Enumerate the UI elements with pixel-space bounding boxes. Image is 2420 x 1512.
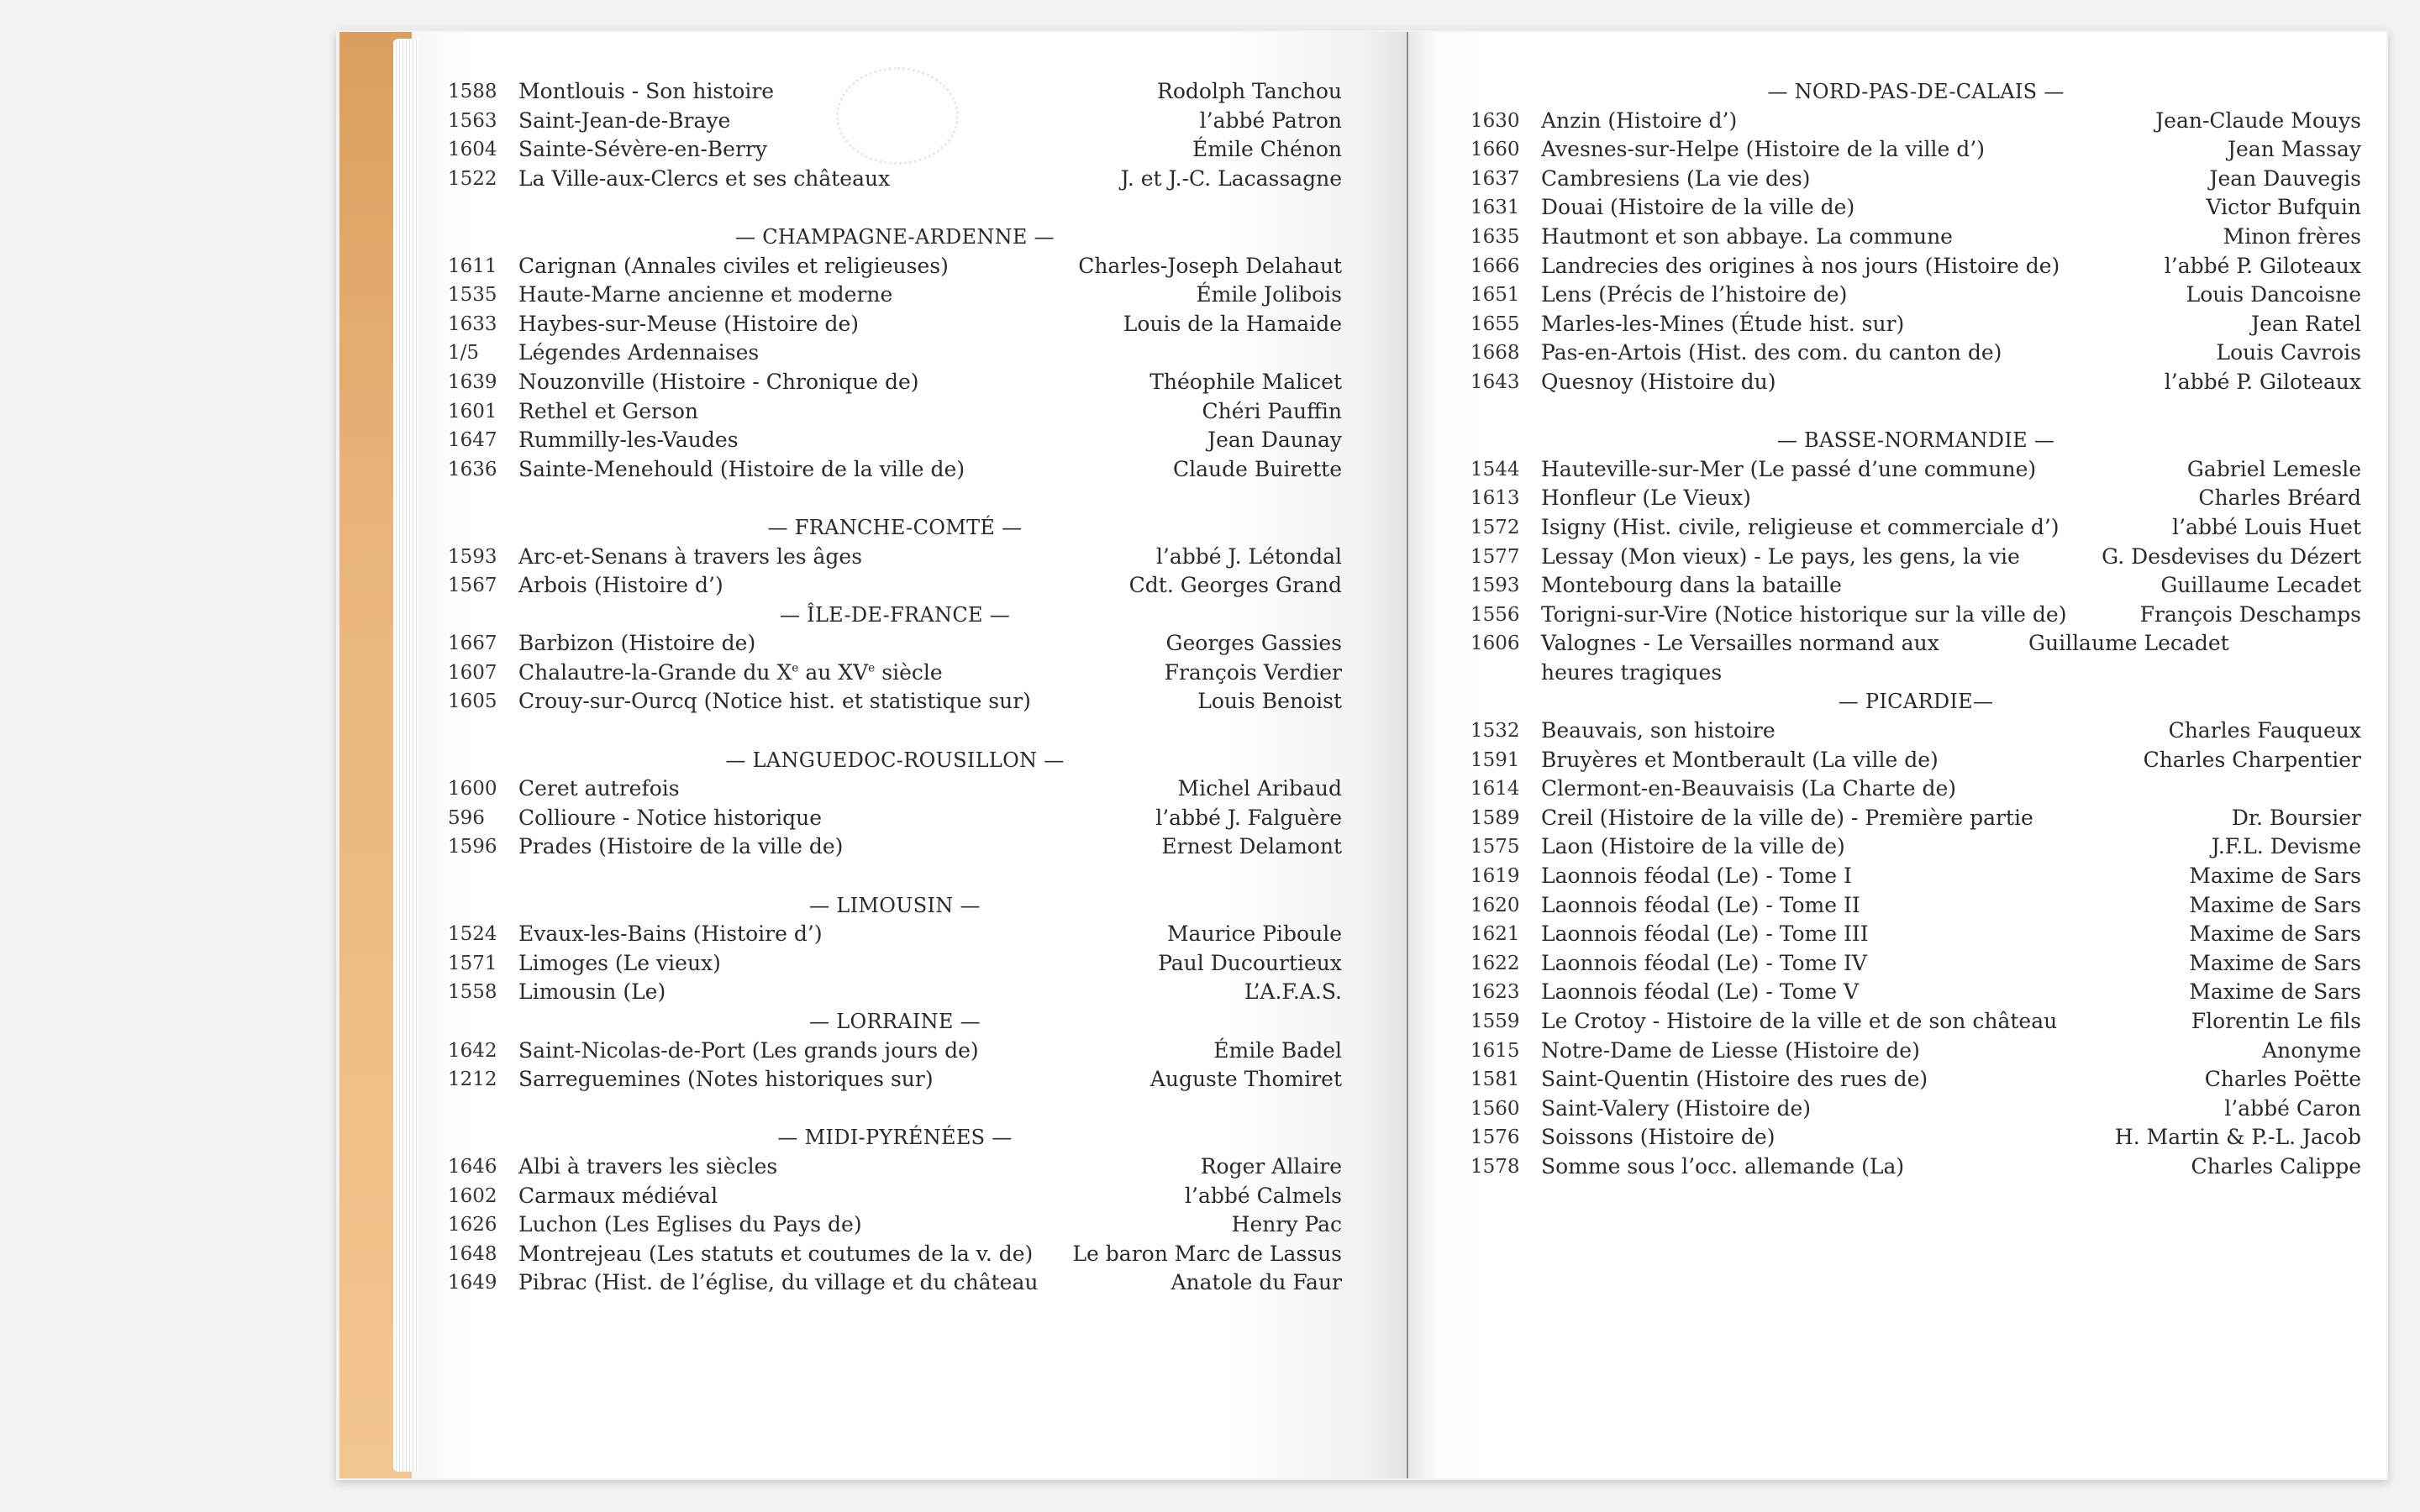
entry-title: Montebourg dans la bataille — [1541, 573, 1842, 598]
entry-author: Maxime de Sars — [2189, 950, 2361, 975]
entry-title: Laon (Histoire de la ville de) — [1541, 834, 1845, 859]
entry-title: Lens (Précis de l’histoire de) — [1541, 282, 1848, 307]
list-entry — [1470, 746, 2361, 775]
list-entry — [1470, 978, 2361, 1007]
entry-number: 1614 — [1470, 778, 1520, 801]
list-entry — [1470, 165, 2361, 194]
entry-number: 1666 — [1470, 255, 1520, 277]
section-champagne-ardenne — [448, 223, 1342, 484]
list-entry — [448, 1037, 1342, 1066]
list-entry — [1470, 543, 2361, 572]
entry-title: Lessay (Mon vieux) - Le pays, les gens, la vie — [1541, 543, 2020, 569]
list-entry — [448, 978, 1342, 1007]
list-entry — [1470, 862, 2361, 891]
entry-title: Laonnois féodal (Le) - Tome I — [1541, 864, 1852, 889]
list-entry — [448, 1240, 1342, 1269]
list-entry — [448, 949, 1342, 979]
entry-title: Pas-en-Artois (Hist. des com. du canton de) — [1541, 340, 2002, 365]
entry-title: Saint-Nicolas-de-Port (Les grands jours de) — [518, 1037, 979, 1063]
list-entry — [1470, 484, 2361, 513]
entry-title: Sarreguemines (Notes historiques sur) — [518, 1067, 934, 1092]
section-basse-normandie — [1470, 426, 2361, 687]
list-entry — [448, 252, 1342, 281]
entry-number: 1642 — [448, 1039, 497, 1062]
entry-author: Maxime de Sars — [2189, 921, 2361, 947]
entry-author: G. Desdevises du Dézert — [2102, 543, 2361, 569]
list-entry — [448, 1152, 1342, 1182]
spacer — [448, 484, 1342, 513]
left-page-list — [448, 77, 1342, 1298]
entry-author: l’abbé P. Giloteaux — [2164, 253, 2361, 278]
spacer — [448, 717, 1342, 746]
entry-number: 1611 — [448, 255, 497, 277]
entry-title: Landrecies des origines à nos jours (Histoire de) — [1541, 253, 2060, 278]
section-heading: — LANGUEDOC-ROUSILLON — — [725, 748, 1065, 772]
entry-number: 1623 — [1470, 981, 1520, 1004]
entry-title: Pibrac (Hist. de l’église, du village et du château — [518, 1270, 1039, 1295]
entry-author: l’abbé Patron — [1199, 108, 1342, 133]
entry-author: Maxime de Sars — [2189, 892, 2361, 917]
entry-number: 1560 — [1470, 1097, 1520, 1120]
list-entry — [1470, 1123, 2361, 1152]
entry-author: Jean-Claude Mouys — [2155, 108, 2361, 133]
entry-number: 1563 — [448, 109, 497, 132]
entry-number: 1578 — [1470, 1155, 1520, 1178]
entry-title: Bruyères et Montberault (La ville de) — [1541, 747, 1939, 772]
section-midi-pyrenees — [448, 1123, 1342, 1298]
entry-number: 1559 — [1470, 1011, 1520, 1032]
entry-author: Louis Cavrois — [2216, 340, 2361, 365]
list-entry — [448, 804, 1342, 833]
entry-number: 596 — [448, 806, 485, 829]
entry-author: Maurice Piboule — [1166, 921, 1342, 947]
entry-number: 1589 — [1470, 806, 1520, 829]
spacer — [1470, 397, 2361, 427]
list-entry — [1470, 891, 2361, 921]
entry-title: Arbois (Histoire d’) — [518, 573, 723, 598]
entry-author: Michel Aribaud — [1177, 776, 1342, 801]
entry-author: Louis de la Hamaide — [1123, 311, 1342, 336]
entry-author: Victor Bufquin — [2206, 195, 2361, 220]
section-heading: — PICARDIE— — [1838, 690, 1994, 714]
entry-title: Torigni-sur-Vire (Notice historique sur la ville de) — [1541, 601, 2067, 627]
section-heading: — ÎLE-DE-FRANCE — — [779, 602, 1011, 627]
entry-author: Cdt. Georges Grand — [1128, 573, 1342, 598]
entry-number: 1544 — [1470, 458, 1520, 480]
book-spine — [1407, 32, 1408, 1478]
entry-number: 1593 — [448, 545, 497, 568]
entry-number: 1649 — [448, 1272, 497, 1294]
entry-number: 1620 — [1470, 894, 1520, 916]
entry-title: Haute-Marne ancienne et moderne — [518, 282, 893, 307]
entry-number: 1593 — [1470, 575, 1520, 597]
list-entry — [1470, 629, 2361, 687]
list-entry — [1470, 223, 2361, 252]
entry-author: Jean Ratel — [2251, 311, 2361, 336]
section-franche-comte — [448, 513, 1342, 601]
entry-title: Notre-Dame de Liesse (Histoire de) — [1541, 1037, 1920, 1063]
list-entry — [448, 659, 1342, 688]
entry-author: Louis Benoist — [1197, 689, 1342, 714]
entry-author: François Verdier — [1164, 659, 1342, 685]
list-entry — [1470, 252, 2361, 281]
entry-number: 1604 — [448, 139, 497, 161]
list-entry — [448, 629, 1342, 659]
entry-author: J.F.L. Devisme — [2211, 834, 2361, 859]
entry-author: Guillaume Lecadet — [2160, 573, 2361, 598]
entry-number: 1535 — [448, 284, 497, 307]
entry-number: 1572 — [1470, 516, 1520, 538]
entry-author: Charles Charpentier — [2143, 747, 2361, 772]
entry-author: Charles-Joseph Delahaut — [1078, 253, 1342, 278]
entry-author: Gabriel Lemesle — [2186, 456, 2361, 481]
entry-title: Douai (Histoire de la ville de) — [1541, 195, 1855, 220]
entry-author: Roger Allaire — [1200, 1153, 1342, 1179]
list-entry — [1470, 310, 2361, 339]
entry-title: Haybes-sur-Meuse (Histoire de) — [518, 311, 860, 336]
list-entry — [448, 310, 1342, 339]
list-entry — [1470, 1037, 2361, 1066]
list-entry — [1470, 1065, 2361, 1095]
entry-number: 1635 — [1470, 225, 1520, 248]
right-page-list — [1470, 77, 2361, 1182]
list-entry — [448, 543, 1342, 572]
entry-author: Charles Fauqueux — [2168, 718, 2361, 743]
entry-title: Isigny (Hist. civile, religieuse et commerciale d’) — [1541, 514, 2060, 539]
entry-title: Laonnois féodal (Le) - Tome II — [1541, 892, 1860, 917]
entry-title: Carignan (Annales civiles et religieuses) — [518, 253, 949, 278]
entry-author: L’A.F.A.S. — [1244, 979, 1342, 1005]
title-part: siècle — [875, 659, 943, 685]
entry-author: Jean Daunay — [1207, 428, 1342, 453]
entry-number: 1606 — [1470, 633, 1520, 655]
section-nord-pas-de-calais — [1470, 77, 2361, 397]
list-entry — [1470, 339, 2361, 368]
entry-number: 1647 — [448, 429, 497, 452]
entry-title: Laonnois féodal (Le) - Tome III — [1541, 921, 1869, 947]
list-entry — [448, 1182, 1342, 1211]
entry-title: Légendes Ardennaises — [518, 340, 760, 365]
entry-author: J. et J.-C. Lacassagne — [1120, 165, 1342, 191]
entry-number: 1622 — [1470, 952, 1520, 974]
entry-title: La Ville-aux-Clercs et ses châteaux — [518, 165, 891, 191]
entry-title: Laonnois féodal (Le) - Tome V — [1541, 979, 1860, 1005]
entry-title: Sainte-Sévère-en-Berry — [518, 137, 767, 162]
entry-title: Collioure - Notice historique — [518, 805, 822, 830]
entry-number: 1601 — [448, 400, 497, 423]
entry-author: Anonyme — [2262, 1037, 2361, 1063]
entry-title: Rethel et Gerson — [518, 398, 698, 423]
section-languedoc-rousillon — [448, 746, 1342, 862]
entry-title: Limoges (Le vieux) — [518, 950, 721, 975]
spacer — [448, 1095, 1342, 1124]
entry-number: 1/5 — [448, 342, 480, 365]
section-picardie — [1470, 687, 2361, 1181]
entry-author: Émile Jolibois — [1196, 282, 1342, 307]
section-heading: — LORRAINE — — [809, 1010, 981, 1033]
list-entry — [448, 281, 1342, 310]
entry-number: 1621 — [1470, 923, 1520, 946]
entry-title: Soissons (Histoire de) — [1541, 1125, 1776, 1150]
list-entry — [448, 1065, 1342, 1095]
entry-number: 1567 — [448, 575, 497, 597]
list-entry — [448, 687, 1342, 717]
entry-number: 1660 — [1470, 139, 1520, 161]
entry-number: 1532 — [1470, 720, 1520, 743]
section-ile-de-france — [448, 601, 1342, 717]
list-entry — [448, 77, 1342, 107]
section-heading: — LIMOUSIN — — [809, 893, 981, 917]
list-entry — [1470, 949, 2361, 979]
entry-author: H. Martin & P.-L. Jacob — [2114, 1125, 2361, 1150]
entry-title: Carmaux médiéval — [518, 1183, 718, 1208]
list-entry — [1470, 717, 2361, 746]
list-entry — [448, 135, 1342, 165]
entry-title: Saint-Jean-de-Braye — [518, 108, 731, 133]
entry-author: Jean Massay — [2228, 137, 2361, 162]
entry-author: Charles Calippe — [2191, 1153, 2361, 1179]
entry-title: Somme sous l’occ. allemande (La) — [1541, 1153, 1905, 1179]
section-lorraine — [448, 1007, 1342, 1095]
entry-author: Georges Gassies — [1165, 631, 1342, 656]
entry-author: l’abbé J. Létondal — [1155, 543, 1342, 569]
entry-number: 1571 — [448, 952, 497, 974]
list-entry — [1470, 281, 2361, 310]
list-entry — [1470, 571, 2361, 601]
list-entry — [1470, 832, 2361, 862]
entry-title: Clermont-en-Beauvaisis (La Charte de) — [1541, 776, 1956, 801]
entry-author: Charles Bréard — [2198, 486, 2361, 511]
entry-number: 1636 — [448, 458, 497, 480]
section-heading: — CHAMPAGNE-ARDENNE — — [735, 224, 1055, 249]
entry-author: Maxime de Sars — [2189, 979, 2361, 1005]
entry-title: Saint-Quentin (Histoire des rues de) — [1541, 1067, 1928, 1092]
list-entry — [448, 832, 1342, 862]
entry-number: 1600 — [448, 778, 497, 801]
entry-title: Ceret autrefois — [518, 776, 680, 801]
entry-title: Prades (Histoire de la ville de) — [518, 834, 844, 859]
entry-author: Jean Dauvegis — [2209, 165, 2361, 191]
entry-number: 1648 — [448, 1242, 497, 1265]
entry-number: 1596 — [448, 836, 497, 858]
list-entry — [448, 339, 1342, 368]
entry-number: 1581 — [1470, 1068, 1520, 1091]
entry-title: Rummilly-les-Vaudes — [518, 428, 739, 453]
section-heading: — NORD-PAS-DE-CALAIS — — [1767, 80, 2065, 103]
entry-number: 1613 — [1470, 487, 1520, 510]
entry-title: Hauteville-sur-Mer (Le passé d’une commune) — [1541, 456, 2037, 481]
list-entry — [1470, 193, 2361, 223]
entry-number: 1524 — [448, 923, 497, 946]
spacer — [448, 862, 1342, 891]
entry-author: Émile Badel — [1213, 1037, 1342, 1063]
title-part: au XV — [798, 659, 869, 685]
section-heading: — MIDI-PYRÉNÉES — — [777, 1126, 1013, 1150]
entry-title: Albi à travers les siècles — [518, 1153, 778, 1179]
entry-number: 1556 — [1470, 603, 1520, 626]
entry-author: l’abbé P. Giloteaux — [2164, 369, 2361, 394]
entry-title: Crouy-sur-Ourcq (Notice hist. et statistique sur) — [518, 689, 1031, 714]
entry-number: 1605 — [448, 690, 497, 713]
entry-author: l’abbé Calmels — [1185, 1183, 1342, 1208]
entry-author: Maxime de Sars — [2189, 864, 2361, 889]
entry-number: 1575 — [1470, 836, 1520, 858]
entry-number: 1615 — [1470, 1039, 1520, 1062]
entry-number: 1626 — [448, 1214, 497, 1236]
list-entry — [448, 920, 1342, 949]
entry-author: Guillaume Lecadet — [2028, 631, 2229, 656]
entry-title: Saint-Valery (Histoire de) — [1541, 1095, 1811, 1121]
superscript: e — [792, 661, 799, 675]
entry-title: Le Crotoy - Histoire de la ville et de son château — [1541, 1009, 2058, 1033]
entry-author: Chéri Pauffin — [1202, 398, 1342, 423]
entry-number: 1639 — [448, 370, 497, 393]
entry-number: 1522 — [448, 167, 497, 190]
list-entry — [448, 165, 1342, 194]
entry-author: Charles Poëtte — [2204, 1067, 2361, 1092]
entry-title: Quesnoy (Histoire du) — [1541, 369, 1776, 394]
section-limousin — [448, 891, 1342, 1007]
list-entry — [448, 1268, 1342, 1298]
entry-number: 1668 — [1470, 342, 1520, 365]
entry-title: Arc-et-Senans à travers les âges — [518, 543, 863, 569]
entry-title: Evaux-les-Bains (Histoire d’) — [518, 921, 823, 947]
list-entry — [448, 107, 1342, 136]
entry-author: Claude Buirette — [1173, 456, 1342, 481]
list-entry — [1470, 135, 2361, 165]
entry-author: Rodolph Tanchou — [1157, 79, 1342, 103]
entry-title: Cambresiens (La vie des) — [1541, 165, 1811, 191]
entry-number: 1631 — [1470, 197, 1520, 219]
list-entry — [448, 571, 1342, 601]
list-entry — [1470, 368, 2361, 397]
entry-author: François Deschamps — [2139, 601, 2361, 627]
entry-title: Anzin (Histoire d’) — [1541, 108, 1738, 133]
entry-number: 1577 — [1470, 545, 1520, 568]
list-entry — [1470, 920, 2361, 949]
list-entry — [1470, 1095, 2361, 1124]
section-continuation — [448, 77, 1342, 193]
list-entry — [1470, 107, 2361, 136]
entry-title: Beauvais, son histoire — [1541, 718, 1776, 743]
entry-number: 1667 — [448, 633, 497, 655]
list-entry — [448, 774, 1342, 804]
list-entry — [1470, 774, 2361, 804]
entry-number: 1633 — [448, 312, 497, 335]
entry-author: l’abbé Caron — [2224, 1095, 2361, 1121]
superscript: e — [868, 661, 876, 675]
entry-number: 1607 — [448, 661, 497, 684]
entry-author: Minon frères — [2223, 223, 2361, 249]
entry-author: l’abbé J. Falguère — [1155, 805, 1342, 830]
list-entry — [448, 1210, 1342, 1240]
entry-number: 1588 — [448, 81, 497, 102]
list-entry — [1470, 601, 2361, 630]
entry-author: Louis Dancoisne — [2186, 282, 2361, 307]
entry-number: 1558 — [448, 981, 497, 1004]
entry-number: 1643 — [1470, 370, 1520, 393]
entry-title: Hautmont et son abbaye. La commune — [1541, 223, 1953, 249]
entry-title: Nouzonville (Histoire - Chronique de) — [518, 369, 919, 394]
entry-title: Creil (Histoire de la ville de) - Première partie — [1541, 805, 2033, 830]
entry-number: 1651 — [1470, 284, 1520, 307]
entry-number: 1630 — [1470, 109, 1520, 132]
entry-author: Paul Ducourtieux — [1158, 950, 1342, 975]
entry-title: Avesnes-sur-Helpe (Histoire de la ville d’) — [1541, 137, 1985, 162]
entry-author: Auguste Thomiret — [1150, 1067, 1342, 1092]
entry-number: 1637 — [1470, 167, 1520, 190]
entry-title: Marles-les-Mines (Étude hist. sur) — [1541, 311, 1905, 336]
entry-title: Valognes - Le Versailles normand aux heures tragiques — [1541, 631, 1939, 685]
entry-author: Émile Chénon — [1192, 137, 1342, 162]
entry-author: Ernest Delamont — [1161, 834, 1342, 859]
entry-number: 1646 — [448, 1155, 497, 1178]
section-heading: — BASSE-NORMANDIE — — [1776, 428, 2055, 453]
entry-author: l’abbé Louis Huet — [2172, 514, 2361, 539]
page-stack-edge — [393, 39, 418, 1472]
entry-author: Théophile Malicet — [1150, 369, 1342, 394]
entry-title: Sainte-Menehould (Histoire de la ville de) — [518, 456, 965, 481]
list-entry — [1470, 1152, 2361, 1182]
entry-title: Honfleur (Le Vieux) — [1541, 486, 1751, 511]
entry-author: Anatole du Faur — [1171, 1270, 1342, 1295]
entry-title — [518, 659, 1148, 688]
spacer — [448, 193, 1342, 223]
list-entry — [1470, 455, 2361, 485]
section-heading: — FRANCHE-COMTÉ — — [767, 515, 1023, 539]
list-entry — [448, 397, 1342, 427]
entry-title: Laonnois féodal (Le) - Tome IV — [1541, 950, 1867, 975]
entry-title: Barbizon (Histoire de) — [518, 631, 756, 656]
entry-number: 1602 — [448, 1184, 497, 1207]
entry-title: Luchon (Les Eglises du Pays de) — [518, 1212, 862, 1237]
entry-title: Limousin (Le) — [518, 979, 666, 1005]
entry-author: Le baron Marc de Lassus — [1072, 1241, 1342, 1266]
list-entry — [1470, 1007, 2361, 1037]
entry-number: 1212 — [448, 1068, 497, 1091]
entry-author: Florentin Le fils — [2191, 1009, 2361, 1033]
entry-author: Henry Pac — [1231, 1212, 1342, 1237]
entry-number: 1591 — [1470, 748, 1520, 771]
list-entry — [448, 368, 1342, 397]
list-entry — [1470, 804, 2361, 833]
entry-title: Montlouis - Son histoire — [518, 79, 775, 103]
list-entry — [1470, 513, 2361, 543]
list-entry — [448, 426, 1342, 455]
list-entry — [448, 455, 1342, 485]
entry-author: Dr. Boursier — [2231, 805, 2361, 830]
entry-number: 1655 — [1470, 312, 1520, 335]
entry-number: 1619 — [1470, 865, 1520, 888]
entry-title: Montrejeau (Les statuts et coutumes de la v. de) — [518, 1241, 1034, 1266]
title-part: Chalautre-la-Grande du X — [518, 659, 792, 685]
entry-number: 1576 — [1470, 1126, 1520, 1149]
